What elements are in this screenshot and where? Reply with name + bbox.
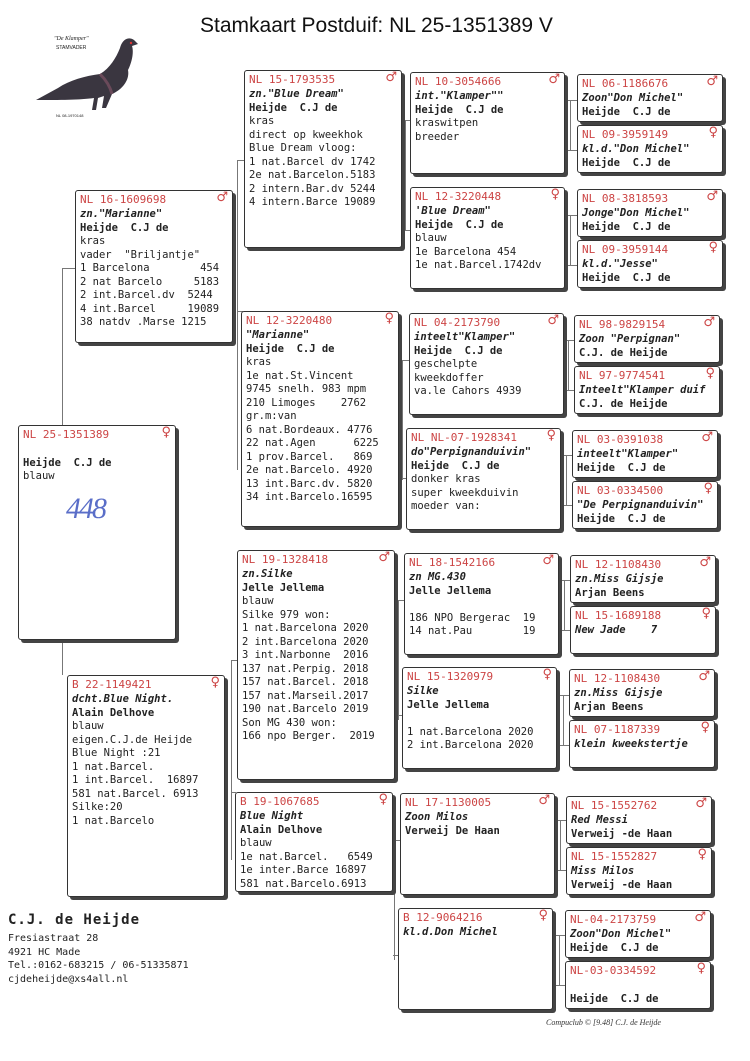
pigeon-card-g2: [577, 125, 723, 173]
male-icon: ♂: [701, 430, 713, 445]
ring-number: NL 18-1542166: [409, 556, 496, 569]
card-line: 1e nat.Barcel.1742dv: [415, 259, 542, 271]
card-line: Heijde C.J de: [577, 512, 666, 525]
card-header: [242, 312, 398, 329]
connector-line: [62, 268, 63, 428]
connector-line: [566, 455, 567, 505]
ring-number: NL 03-0391038: [577, 433, 664, 446]
card-header: [578, 190, 722, 207]
connector-line: [564, 390, 574, 391]
female-icon: ♀: [550, 187, 560, 202]
card-line: 6 nat.Bordeaux. 4776: [246, 423, 373, 436]
pigeon-card-g13: [566, 796, 712, 844]
connector-line: [231, 660, 232, 860]
card-line: do"Perpignanduivin": [411, 446, 532, 458]
ring-number: NL 25-1351389: [23, 428, 110, 441]
ring-number: B 12-9064216: [403, 911, 483, 924]
card-line: 1 prov.Barcel. 869: [246, 450, 373, 463]
female-icon: ♀: [708, 125, 718, 140]
connector-line: [399, 360, 409, 361]
card-header: [407, 429, 560, 446]
pigeon-card-mf: [237, 550, 395, 780]
card-line: geschelpte: [414, 358, 478, 370]
card-line: 166 npo Berger. 2019: [242, 730, 375, 742]
card-line: Silke:20: [72, 801, 123, 813]
card-line: Alain Delhove: [240, 823, 323, 836]
card-line: 2 nat Barcelo 5183: [80, 275, 220, 288]
card-line: Jelle Jellema: [409, 584, 492, 597]
card-line: 1 nat.Barcelo: [72, 814, 155, 827]
card-line: vader "Briljantje": [80, 248, 201, 261]
connector-line: [62, 268, 76, 269]
connector-line: [563, 695, 564, 745]
ring-number: B 22-1149421: [72, 678, 152, 691]
card-line: 'Blue Dream": [415, 205, 491, 217]
card-line: 1 nat.Barcel.: [72, 760, 155, 773]
card-line: Heijde C.J de: [80, 221, 169, 234]
card-header: [566, 911, 710, 928]
card-header: [578, 75, 722, 92]
card-line: 1 Barcelona 454: [80, 262, 220, 274]
card-line: zn MG.430: [409, 571, 466, 583]
ring-number: NL 12-1108430: [575, 558, 662, 571]
card-line: Heijde C.J de: [23, 456, 112, 469]
connector-line: [557, 745, 569, 746]
card-line: blauw: [415, 232, 447, 244]
female-icon: ♀: [384, 311, 394, 326]
card-line: Blue Dream vloog:: [249, 142, 357, 154]
card-line: Jelle Jellema: [407, 698, 490, 711]
pigeon-card-mfm: [402, 667, 557, 769]
ring-number: NL 04-2173790: [414, 316, 501, 329]
card-line: kl.d.Don Michel: [403, 926, 498, 938]
pigeon-card-g7: [572, 430, 718, 478]
card-line: Heijde C.J de: [249, 101, 338, 114]
ring-number: NL 10-3054666: [415, 75, 502, 88]
card-line: "Marianne": [246, 329, 310, 341]
card-line: Heijde C.J de: [582, 156, 671, 169]
logo-caption: "De Klamper": [54, 36, 89, 42]
card-header: [411, 73, 564, 90]
connector-line: [570, 215, 571, 265]
pigeon-card-g4: [577, 240, 723, 288]
card-line: 186 NPO Bergerac 19: [409, 611, 536, 624]
pigeon-card-g1: [577, 74, 723, 122]
card-line: Heijde C.J de: [411, 459, 500, 472]
card-line: zn."Blue Dream": [249, 88, 344, 100]
card-header: [410, 314, 563, 331]
card-line: 190 nat.Barcelo 2019: [242, 703, 369, 715]
connector-line: [62, 640, 63, 675]
card-line: inteelt"Klamper": [414, 331, 516, 343]
female-icon: ♀: [703, 481, 713, 496]
card-line: Son MG 430 won:: [242, 716, 337, 729]
ring-number: NL 98-9829154: [579, 318, 666, 331]
connector-line: [559, 630, 570, 631]
card-header: [570, 670, 714, 687]
page-title: Stamkaart Postduif: NL 25-1351389 V: [200, 14, 553, 37]
pigeon-card-g3: [577, 189, 723, 237]
male-icon: ♂: [548, 72, 560, 87]
card-line: [19, 443, 175, 457]
card-line: blauw: [240, 837, 272, 849]
card-line: [405, 598, 558, 612]
female-icon: ♀: [708, 240, 718, 255]
card-line: 13 int.Barc.dv. 5820: [246, 477, 373, 490]
ring-number: NL 15-1689188: [575, 609, 662, 622]
connector-line: [237, 160, 238, 470]
card-line: 137 nat.Perpig. 2018: [242, 662, 369, 675]
card-line: Heijde C.J de: [582, 271, 671, 284]
ring-number: NL 15-1320979: [407, 670, 494, 683]
card-line: kweekdoffer: [414, 371, 484, 384]
card-line: moeder van:: [411, 500, 481, 512]
connector-line: [565, 265, 577, 266]
connector-line: [553, 985, 565, 986]
ring-number: NL 15-1552827: [571, 850, 658, 863]
logo-ring: NL 08-1970148: [56, 113, 84, 118]
pigeon-card-g6: [574, 366, 720, 414]
card-line: C.J. de Heijde: [579, 346, 668, 359]
card-line: blauw: [242, 595, 274, 607]
ring-number: NL-04-2173759: [570, 913, 657, 926]
connector-line: [555, 870, 566, 871]
ring-number: NL 12-3220448: [415, 190, 502, 203]
card-line: Heijde C.J de: [570, 992, 659, 1005]
female-icon: ♀: [700, 720, 710, 735]
card-line: Heijde C.J de: [570, 941, 659, 954]
male-icon: ♂: [706, 189, 718, 204]
ring-number: NL 09-3959149: [582, 128, 669, 141]
card-line: Verweij -de Haan: [571, 827, 673, 840]
card-line: 581 nat.Barcel. 6913: [72, 787, 199, 800]
card-header: [578, 241, 722, 258]
card-line: Zoon "Perpignan": [579, 333, 681, 345]
connector-line: [394, 840, 395, 960]
card-line: Jelle Jellema: [242, 581, 325, 594]
card-line: super kweekduivin: [411, 486, 519, 499]
male-icon: ♂: [694, 910, 706, 925]
card-line: kras: [246, 356, 272, 368]
female-icon: ♀: [546, 428, 556, 443]
card-line: zn.Miss Gijsje: [575, 573, 664, 585]
card-header: [238, 551, 394, 568]
card-line: 1e nat.Barcel. 6549: [240, 850, 373, 863]
ring-number: NL 03-0334500: [577, 484, 664, 497]
ring-number: NL 07-1187339: [574, 723, 661, 736]
card-line: Silke: [407, 685, 439, 697]
pigeon-card-mmf: [400, 793, 555, 895]
card-line: Heijde C.J de: [414, 344, 503, 357]
card-header: [411, 188, 564, 205]
pigeon-card-subject: [18, 425, 176, 640]
card-line: Heijde C.J de: [582, 105, 671, 118]
pigeon-card-mm: [235, 792, 393, 892]
female-icon: ♀: [697, 847, 707, 862]
owner-phone: Tel.:0162-683215 / 06-51335871: [8, 960, 189, 971]
ring-number: NL 19-1328418: [242, 553, 329, 566]
ring-number: NL 15-1793535: [249, 73, 336, 86]
card-header: [573, 482, 717, 499]
card-line: Blue Night: [240, 810, 304, 822]
pigeon-card-fmf: [409, 313, 564, 415]
female-icon: ♀: [538, 908, 548, 923]
male-icon: ♂: [538, 793, 550, 808]
card-header: [399, 909, 552, 926]
pigeon-card-g5: [574, 315, 720, 363]
female-icon: ♀: [378, 792, 388, 807]
card-line: 2 int.Barcelona 2020: [242, 635, 369, 648]
pigeon-card-mmm: [398, 908, 553, 1010]
connector-line: [402, 120, 410, 121]
card-header: [68, 676, 224, 693]
card-line: zn.Silke: [242, 568, 293, 580]
male-icon: ♂: [547, 313, 559, 328]
card-line: Verweij De Haan: [405, 824, 500, 837]
card-header: [567, 848, 711, 865]
card-line: 2 int.Barcelona 2020: [407, 739, 534, 751]
card-line: donker kras: [411, 473, 481, 485]
ring-number: NL 15-1552762: [571, 799, 658, 812]
connector-line: [564, 340, 574, 341]
card-line: klein kweekstertje: [574, 738, 688, 750]
pigeon-logo: [30, 28, 150, 120]
ring-number: NL 12-3220480: [246, 314, 333, 327]
connector-line: [559, 935, 560, 985]
owner-block: [8, 912, 189, 986]
card-line: 1 nat.Barcelona 2020: [242, 622, 369, 634]
card-line: 1 int.Barcel. 16897: [72, 774, 199, 786]
pigeon-card-g16: [565, 961, 711, 1009]
pigeon-card-ffm: [410, 187, 565, 289]
card-line: [566, 979, 710, 993]
connector-line: [398, 600, 399, 720]
card-header: [570, 721, 714, 738]
connector-line: [405, 120, 406, 230]
footer-credit: Compuclub © [9.48] C.J. de Heijde: [546, 1018, 661, 1027]
connector-line: [560, 820, 561, 870]
pigeon-card-mff: [404, 553, 559, 655]
connector-line: [564, 580, 565, 630]
pigeon-card-g9: [570, 555, 716, 603]
pigeon-card-g8: [572, 481, 718, 529]
ring-number: NL 09-3959144: [582, 243, 669, 256]
pigeon-card-g10: [570, 606, 716, 654]
card-line: New Jade 7: [575, 624, 658, 636]
card-line: Arjan Beens: [575, 586, 645, 599]
male-icon: ♂: [216, 190, 228, 205]
owner-email: cjdeheijde@xs4all.nl: [8, 973, 129, 985]
card-line: int."Klamper"": [415, 90, 504, 102]
card-line: Heijde C.J de: [415, 103, 504, 116]
card-line: 22 nat.Agen 6225: [246, 437, 379, 449]
card-header: [567, 797, 711, 814]
connector-line: [395, 600, 404, 601]
pigeon-card-g11: [569, 669, 715, 717]
ring-number: NL-03-0334592: [570, 964, 657, 977]
card-line: Zoon"Don Michel": [582, 92, 684, 104]
card-line: kras: [80, 235, 106, 247]
card-line: 2e nat.Barcelon.5183: [249, 169, 376, 181]
card-line: 4 int.Barcel 19089: [80, 302, 220, 315]
card-line: Alain Delhove: [72, 706, 155, 719]
male-icon: ♂: [695, 796, 707, 811]
card-line: Red Messi: [571, 814, 628, 826]
card-line: 9745 snelh. 983 mpm: [246, 383, 367, 395]
pigeon-card-father: [75, 190, 233, 343]
card-line: kras: [249, 115, 275, 127]
pigeon-icon: [30, 28, 150, 120]
card-header: [19, 426, 175, 443]
female-icon: ♀: [701, 606, 711, 621]
card-line: 34 int.Barcelo.16595: [246, 491, 373, 503]
female-icon: ♀: [542, 667, 552, 682]
card-line: eigen.C.J.de Heijde: [72, 733, 193, 746]
ring-number: NL 08-3818593: [582, 192, 669, 205]
logo-subcaption: STAMVADER: [56, 45, 87, 51]
card-line: dcht.Blue Night.: [72, 693, 174, 705]
card-header: [401, 794, 554, 811]
connector-line: [565, 150, 577, 151]
card-line: 1 nat.Barcelona 2020: [407, 725, 534, 738]
card-header: [575, 316, 719, 333]
card-line: kl.d."Jesse": [582, 258, 658, 270]
card-line: 157 nat.Marseil.2017: [242, 689, 369, 702]
card-line: Zoon Milos: [405, 811, 469, 823]
owner-street: Fresiastraat 28: [8, 933, 99, 944]
card-line: 38 natdv .Marse 1215: [80, 316, 207, 328]
connector-line: [565, 215, 577, 216]
card-header: [573, 431, 717, 448]
card-header: [76, 191, 232, 208]
card-line: 2 intern.Bar.dv 5244: [249, 182, 376, 195]
card-line: C.J. de Heijde: [579, 397, 668, 410]
pigeon-card-g15: [565, 910, 711, 958]
connector-line: [565, 100, 577, 101]
card-line: [403, 712, 556, 726]
female-icon: ♀: [705, 366, 715, 381]
pigeon-card-g14: [566, 847, 712, 895]
card-header: [236, 793, 392, 810]
male-icon: ♂: [698, 669, 710, 684]
pigeon-card-mother: [67, 675, 225, 897]
connector-line: [561, 505, 572, 506]
male-icon: ♂: [385, 70, 397, 85]
ring-number: NL 16-1609698: [80, 193, 167, 206]
card-header: [575, 367, 719, 384]
card-line: Heijde C.J de: [246, 342, 335, 355]
ring-number: NL 06-1186676: [582, 77, 669, 90]
male-icon: ♂: [699, 555, 711, 570]
male-icon: ♂: [378, 550, 390, 565]
card-line: 1e inter.Barce 16897: [240, 864, 367, 876]
card-line: 4 intern.Barce 19089: [249, 196, 376, 208]
card-header: [571, 556, 715, 573]
male-icon: ♂: [706, 74, 718, 89]
card-line: 581 nat.Barcelo.6913: [240, 877, 367, 890]
card-line: "De Perpignanduivin": [577, 499, 704, 511]
card-header: [578, 126, 722, 143]
ring-number: NL 12-1108430: [574, 672, 661, 685]
card-header: [566, 962, 710, 979]
card-line: Heijde C.J de: [415, 218, 504, 231]
card-line: Miss Milos: [571, 865, 635, 877]
connector-line: [402, 230, 410, 231]
card-header: [245, 71, 401, 88]
card-line: 14 nat.Pau 19: [409, 625, 536, 637]
card-line: Blue Night :21: [72, 747, 161, 759]
ring-number: B 19-1067685: [240, 795, 320, 808]
connector-line: [568, 340, 569, 390]
card-header: [571, 607, 715, 624]
pigeon-card-ff: [244, 70, 402, 248]
pigeon-card-fmm: [406, 428, 561, 530]
card-line: Inteelt"Klamper duif: [579, 384, 706, 396]
card-line: 157 nat.Barcel. 2018: [242, 676, 369, 688]
card-line: 2e nat.Barcelo. 4920: [246, 464, 373, 476]
card-line: zn."Marianne": [80, 208, 163, 220]
connector-line: [402, 360, 403, 480]
card-line: 1e nat.St.Vincent: [246, 369, 354, 382]
male-icon: ♂: [542, 553, 554, 568]
pigeon-card-g12: [569, 720, 715, 768]
female-icon: ♀: [161, 425, 171, 440]
card-line: zn.Miss Gijsje: [574, 687, 663, 699]
card-line: 1e Barcelona 454: [415, 245, 517, 258]
card-line: kl.d."Don Michel": [582, 143, 690, 155]
card-header: [405, 554, 558, 571]
card-line: blauw: [23, 470, 55, 482]
pigeon-card-fm: [241, 311, 399, 527]
owner-name: C.J. de Heijde: [8, 912, 141, 928]
card-line: inteelt"Klamper": [577, 448, 679, 460]
ring-number: NL 17-1130005: [405, 796, 492, 809]
card-line: 210 Limoges 2762: [246, 396, 367, 409]
card-line: blauw: [72, 720, 104, 732]
ring-number: NL NL-07-1928341: [411, 431, 517, 444]
card-line: 1 nat.Barcel dv 1742: [249, 155, 376, 168]
handwritten-mark: 448: [66, 492, 105, 525]
card-header: [403, 668, 556, 685]
card-line: 2 int.Barcel.dv 5244: [80, 289, 213, 301]
male-icon: ♂: [703, 315, 715, 330]
female-icon: ♀: [696, 961, 706, 976]
ring-number: NL 97-9774541: [579, 369, 666, 382]
connector-line: [570, 100, 571, 150]
card-line: 3 int.Narbonne 2016: [242, 649, 369, 661]
card-line: Heijde C.J de: [582, 220, 671, 233]
card-line: Verweij -de Haan: [571, 878, 673, 891]
card-line: Jonge"Don Michel": [582, 207, 690, 219]
card-line: Silke 979 won:: [242, 608, 331, 621]
card-line: Heijde C.J de: [577, 461, 666, 474]
pigeon-card-fff: [410, 72, 565, 174]
card-line: kraswitpen: [415, 117, 479, 129]
card-line: breeder: [415, 130, 460, 143]
card-line: Zoon"Don Michel": [570, 928, 672, 940]
female-icon: ♀: [210, 675, 220, 690]
card-line: gr.m:van: [246, 410, 297, 422]
owner-city: 4921 HC Made: [8, 946, 81, 958]
card-line: direct op kweekhok: [249, 128, 363, 141]
card-line: Arjan Beens: [574, 700, 644, 713]
card-line: va.le Cahors 4939: [414, 385, 522, 397]
